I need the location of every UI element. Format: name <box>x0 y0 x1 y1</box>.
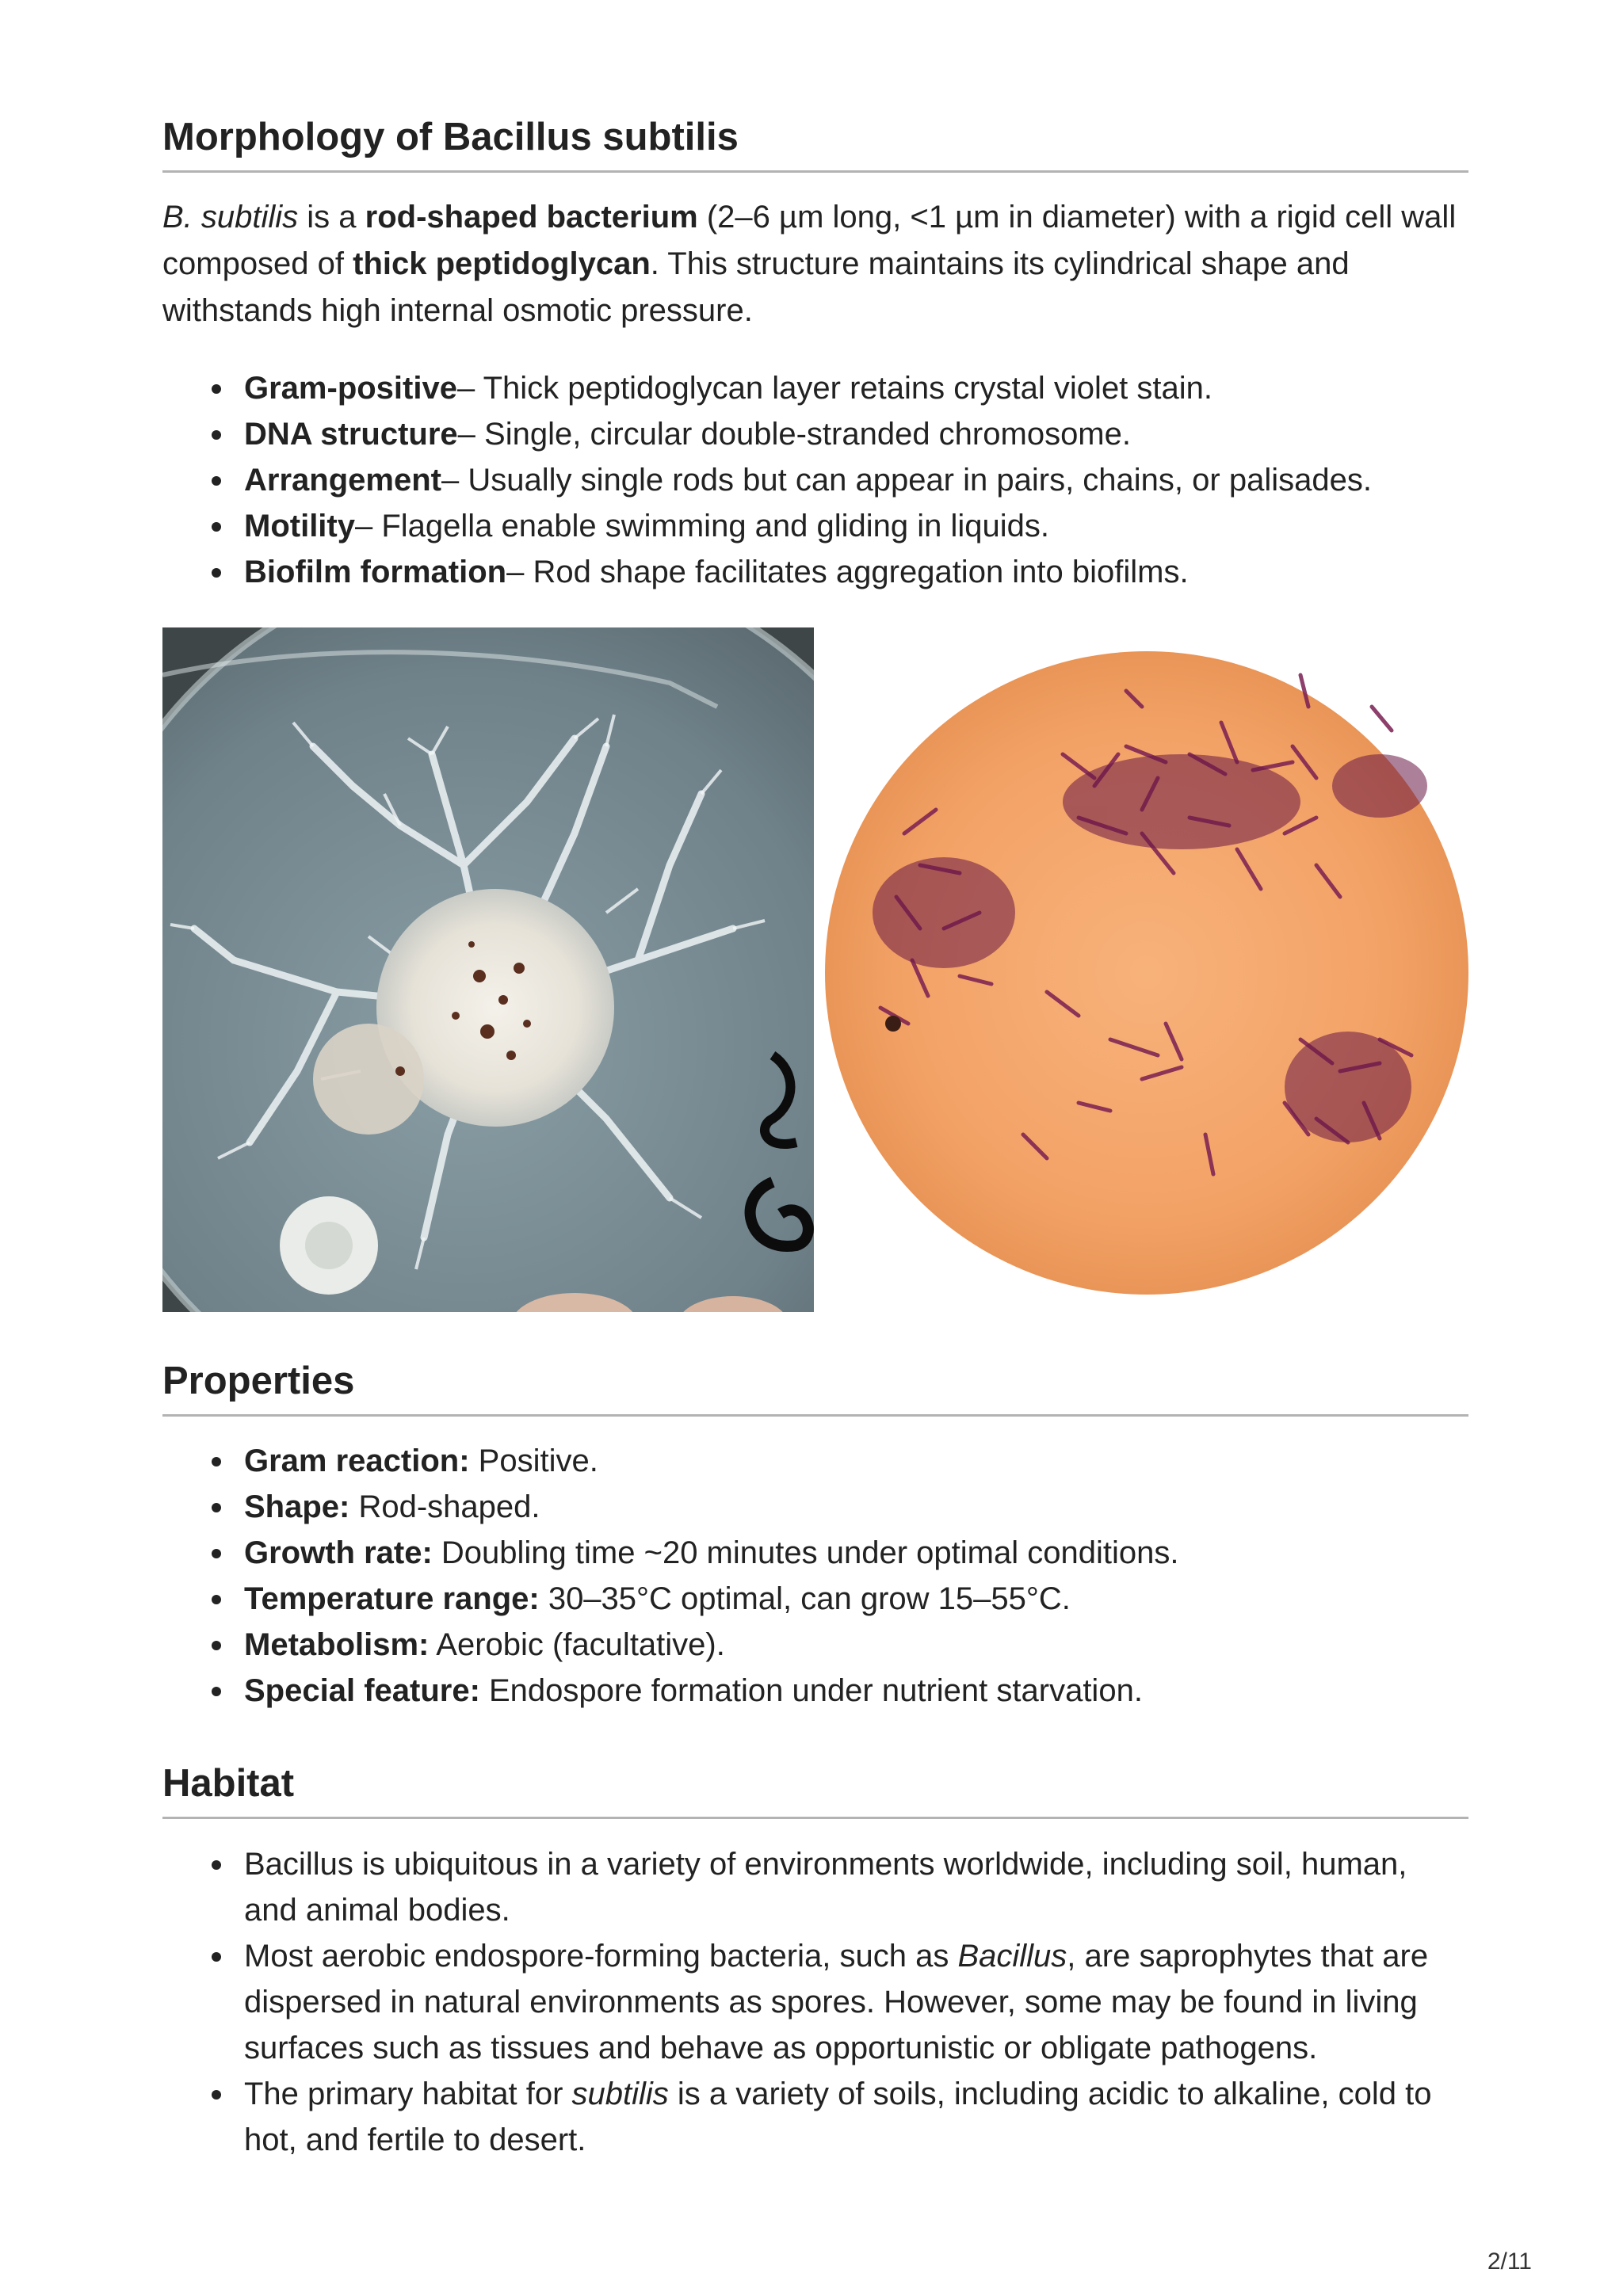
list-text: The primary habitat for <box>244 2077 572 2111</box>
list-text: , are saprophytes that are dispersed in natural environments as spores. However, some may be found in living surfaces such as tissues and behave as opportunistic or obligate pathogens. <box>244 1939 1429 2065</box>
para-text: . This structure maintains its cylindrical shape and withstands high internal osmotic pressure. <box>162 246 1350 328</box>
list-term: Arrangement <box>244 463 441 498</box>
list-text: – Flagella enable swimming and gliding in liquids. <box>354 509 1050 543</box>
para-bold: thick peptidoglycan <box>353 246 651 281</box>
list-item <box>162 411 1468 457</box>
section-heading-habitat: Habitat <box>162 1761 1468 1819</box>
list-item <box>162 1841 1468 1933</box>
list-text: 30–35°C optimal, can grow 15–55°C. <box>539 1581 1071 1616</box>
list-text: Positive. <box>469 1444 598 1478</box>
properties-list <box>162 1438 1468 1714</box>
list-text: – Single, circular double-stranded chromosome. <box>457 417 1131 452</box>
list-text: – Rod shape facilitates aggregation into biofilms. <box>506 555 1189 589</box>
habitat-list <box>162 1841 1468 2163</box>
para-bold: rod-shaped bacterium <box>365 200 698 235</box>
list-item <box>162 1668 1468 1714</box>
petri-dish-photo <box>162 627 814 1312</box>
list-term: Special feature: <box>244 1673 480 1708</box>
list-term: DNA structure <box>244 417 458 452</box>
genus-name: Bacillus <box>957 1939 1067 1974</box>
list-item <box>162 549 1468 595</box>
list-term: Metabolism: <box>244 1627 430 1662</box>
list-item <box>162 1438 1468 1484</box>
list-item <box>162 457 1468 503</box>
list-item <box>162 365 1468 411</box>
para-text: is a <box>298 200 365 235</box>
gram-stain-micrograph <box>825 627 1468 1312</box>
list-text: Aerobic (facultative). <box>429 1627 725 1662</box>
morphology-list <box>162 365 1468 595</box>
list-term: Biofilm formation <box>244 555 507 589</box>
list-term: Temperature range: <box>244 1581 540 1616</box>
list-item <box>162 1484 1468 1530</box>
list-item <box>162 1530 1468 1576</box>
list-item <box>162 1622 1468 1668</box>
list-item <box>162 2071 1468 2163</box>
section-heading-morphology: Morphology of Bacillus subtilis <box>162 115 1468 173</box>
list-text: Rod-shaped. <box>349 1489 540 1524</box>
species-name: subtilis <box>571 2077 669 2111</box>
list-text: – Thick peptidoglycan layer retains crystal violet stain. <box>456 371 1213 406</box>
list-item <box>162 1933 1468 2071</box>
list-term: Gram-positive <box>244 371 457 406</box>
list-term: Motility <box>244 509 355 543</box>
list-text: Endospore formation under nutrient starvation. <box>479 1673 1143 1708</box>
species-name: B. subtilis <box>162 200 299 235</box>
list-text: – Usually single rods but can appear in pairs, chains, or palisades. <box>441 463 1372 498</box>
list-item <box>162 503 1468 549</box>
list-item <box>162 1576 1468 1622</box>
list-term: Shape: <box>244 1489 350 1524</box>
page-number: 2/11 <box>1487 2248 1532 2275</box>
list-term: Growth rate: <box>244 1535 433 1570</box>
list-text: Doubling time ~20 minutes under optimal conditions. <box>432 1535 1179 1570</box>
para-text: (2–6 µm long, <1 µm in diameter) with a rigid cell wall composed of <box>162 200 1457 281</box>
section-heading-properties: Properties <box>162 1359 1468 1417</box>
list-text: Most aerobic endospore-forming bacteria, such as <box>244 1939 958 1974</box>
list-text: Bacillus is ubiquitous in a variety of environments worldwide, including soil, human, and animal bodies. <box>244 1847 1407 1928</box>
list-term: Gram reaction: <box>244 1444 470 1478</box>
morphology-paragraph <box>162 194 1468 334</box>
list-text: is a variety of soils, including acidic to alkaline, cold to hot, and fertile to desert. <box>244 2077 1432 2157</box>
